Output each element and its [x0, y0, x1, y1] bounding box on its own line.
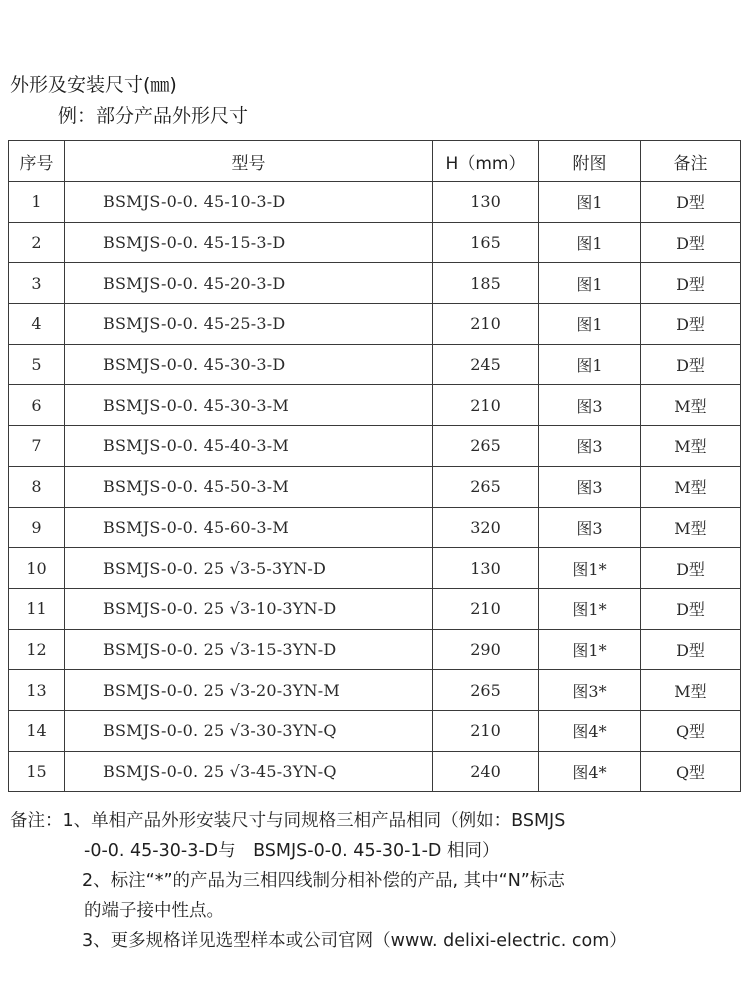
cell-height: 265 [433, 426, 539, 467]
cell-remark: M型 [641, 507, 741, 548]
cell-index: 12 [9, 629, 65, 670]
cell-remark: D型 [641, 263, 741, 304]
cell-model: BSMJS-0-0. 45-40-3-M [65, 426, 433, 467]
cell-remark: D型 [641, 548, 741, 589]
cell-remark: D型 [641, 304, 741, 345]
table-row [9, 751, 741, 792]
spec-table [8, 140, 741, 792]
cell-height: 165 [433, 222, 539, 263]
cell-figure: 图3 [539, 507, 641, 548]
cell-model: BSMJS-0-0. 45-30-3-M [65, 385, 433, 426]
cell-index: 9 [9, 507, 65, 548]
header-index: 序号 [9, 141, 65, 182]
cell-index: 2 [9, 222, 65, 263]
cell-height: 265 [433, 466, 539, 507]
cell-figure: 图1 [539, 182, 641, 223]
note-line: -0-0. 45-30-3-D与 BSMJS-0-0. 45-30-1-D 相同） [84, 841, 500, 861]
cell-model: BSMJS-0-0. 45-10-3-D [65, 182, 433, 223]
section-subheading: 例：部分产品外形尺寸 [58, 105, 249, 127]
cell-height: 210 [433, 385, 539, 426]
header-height: H（mm） [433, 141, 539, 182]
header-remark: 备注 [641, 141, 741, 182]
cell-model: BSMJS-0-0. 45-25-3-D [65, 304, 433, 345]
cell-remark: M型 [641, 670, 741, 711]
section-heading: 外形及安装尺寸(㎜) [10, 74, 177, 96]
table-row [9, 344, 741, 385]
cell-index: 8 [9, 466, 65, 507]
cell-height: 245 [433, 344, 539, 385]
table-body [9, 182, 741, 792]
table-row [9, 182, 741, 223]
cell-remark: Q型 [641, 751, 741, 792]
note-line: 2、标注“*”的产品为三相四线制分相补偿的产品, 其中“N”标志 [82, 871, 565, 891]
cell-remark: Q型 [641, 710, 741, 751]
cell-model: BSMJS-0-0. 25 √3-20-3YN-M [65, 670, 433, 711]
cell-index: 6 [9, 385, 65, 426]
cell-remark: D型 [641, 222, 741, 263]
cell-height: 130 [433, 182, 539, 223]
cell-index: 4 [9, 304, 65, 345]
cell-remark: D型 [641, 588, 741, 629]
table-row [9, 670, 741, 711]
cell-height: 210 [433, 710, 539, 751]
cell-model: BSMJS-0-0. 45-50-3-M [65, 466, 433, 507]
cell-figure: 图4* [539, 710, 641, 751]
table-row [9, 548, 741, 589]
cell-figure: 图1 [539, 222, 641, 263]
notes [10, 806, 744, 956]
cell-height: 130 [433, 548, 539, 589]
table-row [9, 710, 741, 751]
table-row [9, 222, 741, 263]
cell-model: BSMJS-0-0. 25 √3-45-3YN-Q [65, 751, 433, 792]
cell-remark: D型 [641, 344, 741, 385]
cell-index: 11 [9, 588, 65, 629]
table-row [9, 426, 741, 467]
note-line: 的端子接中性点。 [84, 901, 224, 921]
cell-remark: M型 [641, 426, 741, 467]
cell-model: BSMJS-0-0. 25 √3-30-3YN-Q [65, 710, 433, 751]
cell-remark: M型 [641, 385, 741, 426]
cell-figure: 图1 [539, 344, 641, 385]
table-row [9, 466, 741, 507]
cell-figure: 图1 [539, 263, 641, 304]
note-line: 3、更多规格详见选型样本或公司官网（www. delixi-electric. com） [82, 931, 627, 951]
cell-figure: 图3 [539, 426, 641, 467]
cell-figure: 图3 [539, 385, 641, 426]
cell-model: BSMJS-0-0. 25 √3-5-3YN-D [65, 548, 433, 589]
cell-model: BSMJS-0-0. 45-20-3-D [65, 263, 433, 304]
cell-figure: 图3* [539, 670, 641, 711]
cell-remark: D型 [641, 629, 741, 670]
cell-remark: D型 [641, 182, 741, 223]
table-header-row [9, 141, 741, 182]
cell-index: 15 [9, 751, 65, 792]
note-line: 备注：1、单相产品外形安装尺寸与同规格三相产品相同（例如：BSMJS [10, 811, 566, 831]
cell-height: 240 [433, 751, 539, 792]
header-model: 型号 [65, 141, 433, 182]
cell-remark: M型 [641, 466, 741, 507]
cell-model: BSMJS-0-0. 25 √3-10-3YN-D [65, 588, 433, 629]
cell-figure: 图1* [539, 548, 641, 589]
cell-figure: 图1* [539, 629, 641, 670]
table-row [9, 385, 741, 426]
cell-figure: 图1* [539, 588, 641, 629]
cell-index: 7 [9, 426, 65, 467]
cell-figure: 图4* [539, 751, 641, 792]
table-row [9, 263, 741, 304]
cell-height: 210 [433, 304, 539, 345]
cell-height: 320 [433, 507, 539, 548]
cell-height: 210 [433, 588, 539, 629]
cell-index: 3 [9, 263, 65, 304]
cell-index: 10 [9, 548, 65, 589]
cell-height: 265 [433, 670, 539, 711]
cell-model: BSMJS-0-0. 45-30-3-D [65, 344, 433, 385]
cell-index: 13 [9, 670, 65, 711]
cell-index: 14 [9, 710, 65, 751]
table-row [9, 304, 741, 345]
header-figure: 附图 [539, 141, 641, 182]
cell-index: 1 [9, 182, 65, 223]
cell-model: BSMJS-0-0. 45-60-3-M [65, 507, 433, 548]
cell-model: BSMJS-0-0. 45-15-3-D [65, 222, 433, 263]
cell-index: 5 [9, 344, 65, 385]
cell-figure: 图3 [539, 466, 641, 507]
table-row [9, 629, 741, 670]
cell-height: 185 [433, 263, 539, 304]
cell-model: BSMJS-0-0. 25 √3-15-3YN-D [65, 629, 433, 670]
table-row [9, 507, 741, 548]
cell-figure: 图1 [539, 304, 641, 345]
cell-height: 290 [433, 629, 539, 670]
table-row [9, 588, 741, 629]
